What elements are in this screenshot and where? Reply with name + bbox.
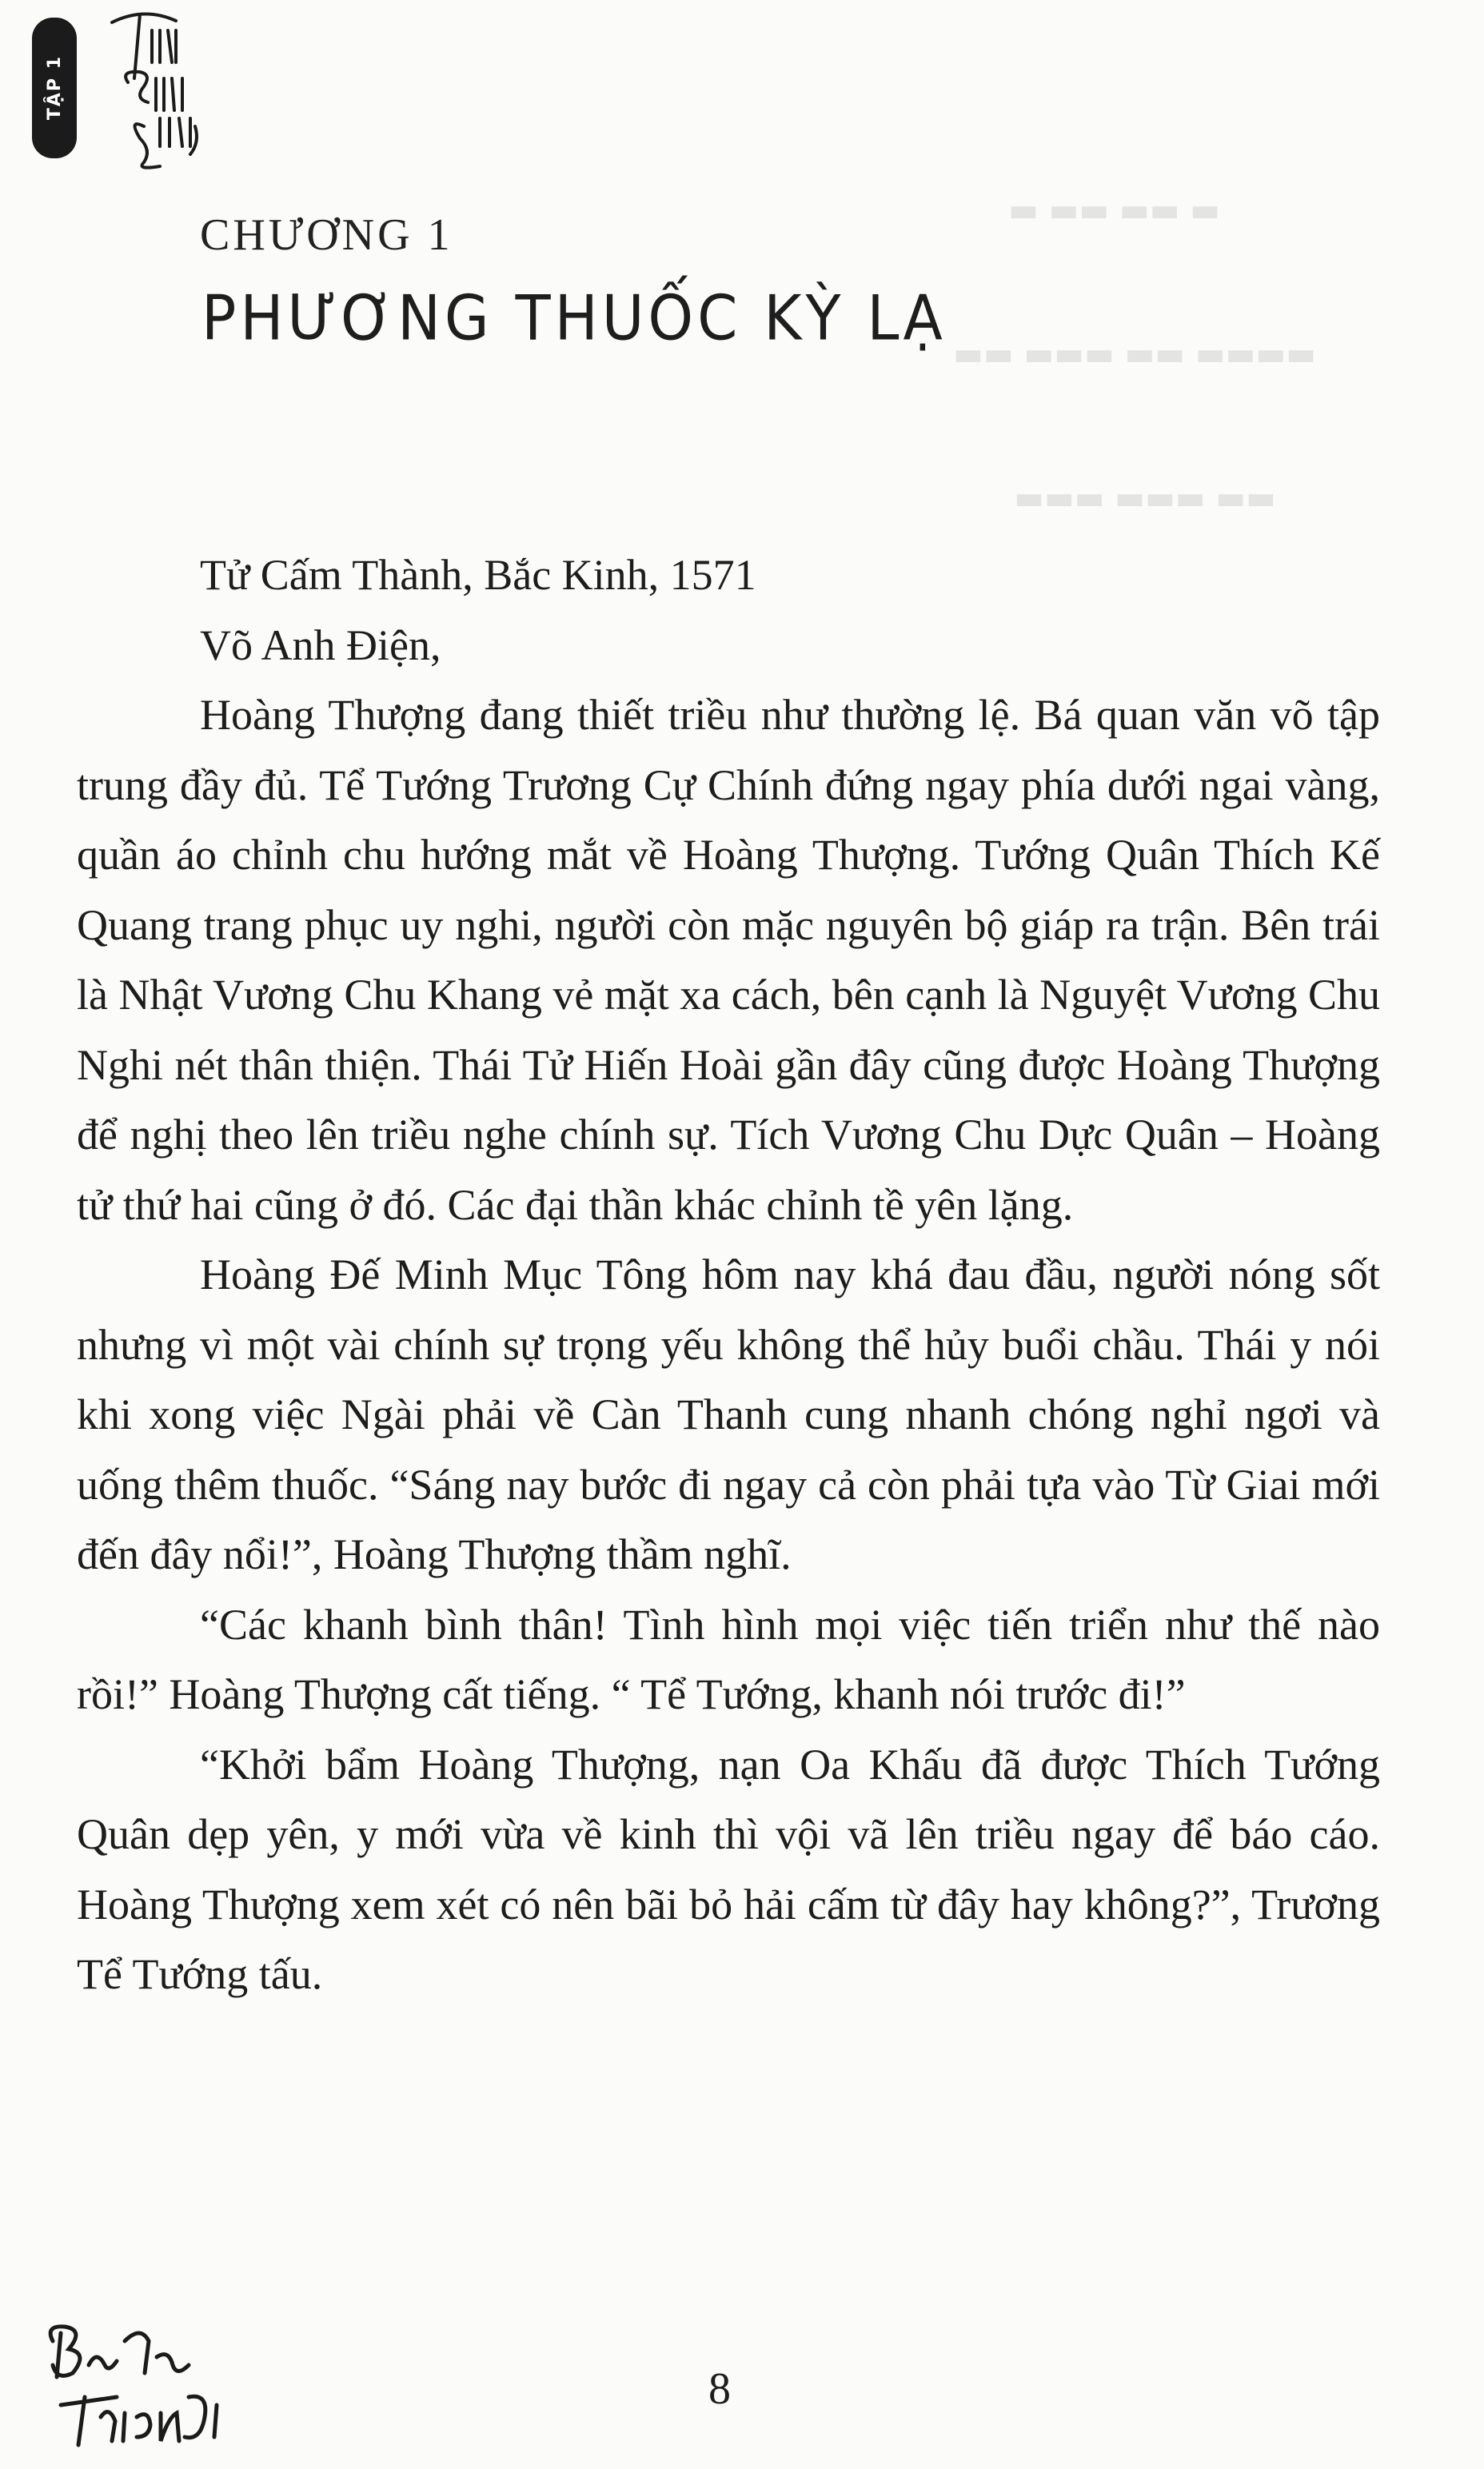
paragraph: Hoàng Đế Minh Mục Tông hôm nay khá đau đầu, người nóng sốt nhưng vì một vài chính sự trọng yếu không thể hủy buổi chầu. Thái y nói khi xong việc Ngài phải về Càn Thanh cung nhanh chóng nghỉ ngơi và uống thêm thuốc. “Sáng nay bước đi ngay cả còn phải tựa vào Từ Giai mới đến đây nổi!”, Hoàng Thượng thầm nghĩ.	[77, 1250, 1380, 1578]
series-logo	[96, 6, 224, 174]
paragraph-location: Võ Anh Điện,	[200, 620, 441, 669]
chapter-title: PHƯƠNG THUỐC KỲ LẠ	[201, 281, 947, 354]
show-through-text: ▬▬▬▬ ▬▬ ▬▬▬ ▬▬	[953, 336, 1316, 373]
page-number: 8	[708, 2364, 731, 2414]
body-text	[77, 540, 1380, 2010]
chapter-label: CHƯƠNG 1	[200, 210, 453, 260]
paragraph: “Các khanh bình thân! Tình hình mọi việc tiến triển như thế nào rồi!” Hoàng Thượng cất tiếng. “ Tể Tướng, khanh nói trước đi!”	[77, 1600, 1380, 1718]
paragraph: Hoàng Thượng đang thiết triều như thường lệ. Bá quan văn võ tập trung đầy đủ. Tể Tướng Trương Cự Chính đứng ngay phía dưới ngai vàng, quần áo chỉnh chu hướng mắt về Hoàng Thượng. Tướng Quân Thích Kế Quang trang phục uy nghi, người còn mặc nguyên bộ giáp ra trận. Bên trái là Nhật Vương Chu Khang vẻ mặt xa cách, bên cạnh là Nguyệt Vương Chu Nghi nét thân thiện. Thái Tử Hiến Hoài gần đây cũng được Hoàng Thượng để nghị theo lên triều nghe chính sự. Tích Vương Chu Dực Quân – Hoàng tử thứ hai cũng ở đó. Các đại thần khác chỉnh tề yên lặng.	[77, 691, 1380, 1229]
volume-tab	[32, 18, 77, 158]
paragraph-place-date: Tử Cấm Thành, Bắc Kinh, 1571	[200, 551, 756, 599]
show-through-text: ▬ ▬▬ ▬▬ ▬	[1008, 192, 1220, 229]
volume-tab-label: TẬP 1	[44, 55, 65, 121]
brand-logo	[29, 2317, 237, 2453]
show-through-text: ▬▬ ▬▬▬ ▬▬▬	[1014, 480, 1276, 517]
paragraph: “Khởi bẩm Hoàng Thượng, nạn Oa Khấu đã được Thích Tướng Quân dẹp yên, y mới vừa về kinh thì vội vã lên triều ngay để báo cáo. Hoàng Thượng xem xét có nên bãi bỏ hải cấm từ đây hay không?”, Trương Tể Tướng tấu.	[77, 1740, 1380, 1998]
